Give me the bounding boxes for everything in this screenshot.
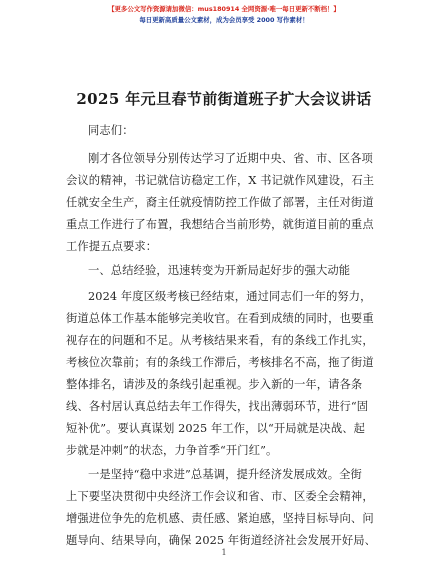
promo-banner-line-1: 【更多公文写作资源请加微信：mus180914 全网资源·唯一每日更新不断档！】 bbox=[108, 5, 340, 13]
body-line: 一是坚持“稳中求进”总基调，提升经济发展成效。全街 bbox=[88, 468, 362, 481]
body-line: 考核位次靠前；有的条线工作滞后，考核排名不高，拖了街道 bbox=[66, 356, 374, 369]
body-line: 街道总体工作基本能够完美收官。在看到成绩的同时，也要重 bbox=[66, 312, 374, 325]
body-line: 上下要坚决贯彻中央经济工作会议和省、市、区委全会精神， bbox=[66, 490, 374, 503]
body-line: 工作提五点要求： bbox=[66, 240, 158, 253]
promo-banner bbox=[0, 4, 448, 26]
page-number: 1 bbox=[221, 548, 227, 557]
body-line: 一、总结经验，迅速转变为开新局起好步的强大动能 bbox=[88, 264, 351, 277]
body-line: 任就安全生产，裔主任就疫情防控工作做了部署，主任对街道 bbox=[66, 196, 374, 209]
body-line: 短补优”。要认真谋划 2025 年工作，以“开局就是决战、起 bbox=[66, 422, 366, 435]
body-line: 同志们： bbox=[88, 124, 134, 137]
body-line: 题导向、结果导向，确保 2025 年街道经济社会发展开好局、 bbox=[66, 534, 377, 547]
promo-banner-line-2: 每日更新高质量公文素材，成为会员享受 2000 写作素材！ bbox=[139, 16, 309, 24]
body-line: 整体排名，请涉及的条线引起重视。步入新的一年，请各条 bbox=[66, 378, 363, 391]
body-line: 会议的精神，书记就信访稳定工作，X 书记就作风建设，石主 bbox=[66, 174, 375, 187]
body-line: 2024 年度区级考核已经结束，通过同志们一年的努力， bbox=[88, 290, 372, 303]
body-line: 增强进位争先的危机感、责任感、紧迫感，坚持目标导向、问 bbox=[66, 512, 374, 525]
body-line: 线、各村居认真总结去年工作得失，找出薄弱环节，进行“固 bbox=[66, 400, 369, 413]
body-line: 刚才各位领导分别传达学习了近期中央、省、市、区各项 bbox=[88, 152, 373, 165]
body-line: 视存在的问题和不足。从考核结果来看，有的条线工作扎实， bbox=[66, 334, 374, 347]
body-line: 步就是冲刺”的状态，力争首季“开门红”。 bbox=[66, 444, 278, 457]
document-title: 2025 年元旦春节前街道班子扩大会议讲话 bbox=[76, 90, 372, 108]
body-line: 重点工作进行了布置，我想结合当前形势，就街道目前的重点 bbox=[66, 218, 374, 231]
